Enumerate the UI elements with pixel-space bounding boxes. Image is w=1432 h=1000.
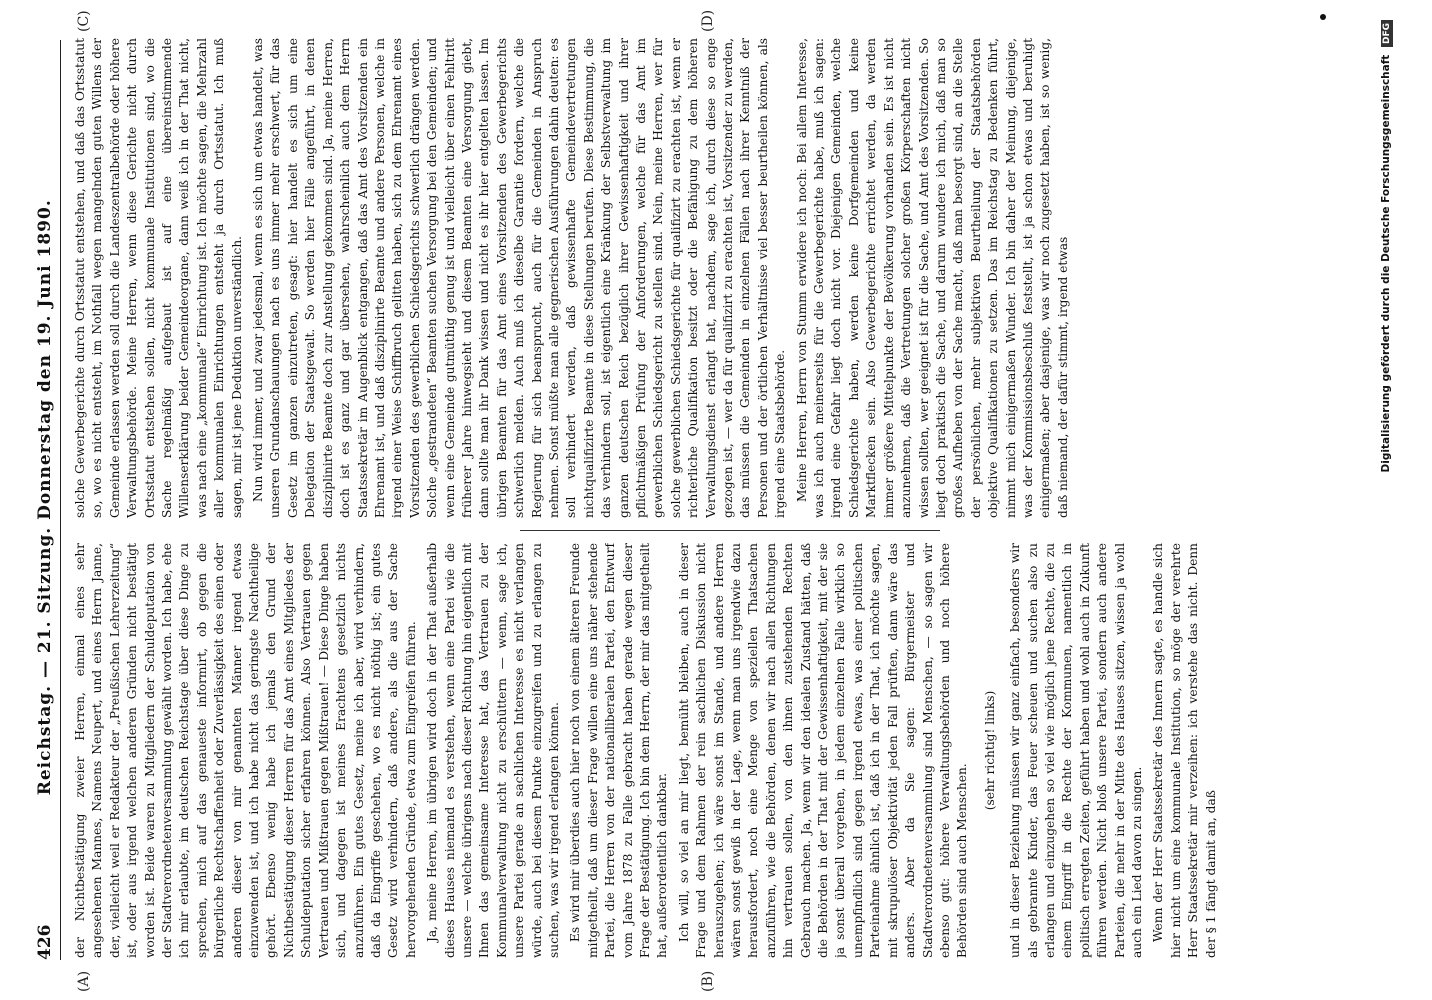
interjection: (sehr richtig! links): [982, 690, 997, 811]
digitization-credit: [1380, 20, 1393, 480]
left-paragraph-1: der Nichtbestätigung zweier Herren, einmal eines sehr angesehenen Mannes, Namens Neupert, und eines Herrn Janne, der, vielleicht weil er Redakteur der „Preußischen Lehrerzeitung“ ist, oder aus irgend welchen anderen Gründen nicht bestätigt worden ist. Beide waren zu Mitgliedern der Schuldeputation von der Stadtverordnetenversammlung gewählt worden. Ich habe, ehe ich mir erlaubte, im deutschen Reichstage über diese Dinge zu sprechen, mich auf das genaueste informirt, ob gegen die bürgerliche Rechtschaffenheit oder Zuverlässigkeit des einen oder anderen dieser von mir genannten Männer irgend etwas einzuwenden ist, und ich habe nicht das geringste Nachtheilige gehört. Ebenso wenig habe ich jemals den Grund der Nichtbestätigung dieser Herren für das Amt eines Mitgliedes der Schuldeputation sicher erfahren können. Also Vertrauen gegen Vertrauen und Mißtrauen gegen Mißtrauen! — Diese Dinge haben sich, und dagegen ist meines Erachtens gesetzlich nichts anzuführen. Ein gutes Gesetz, meine ich aber, wird verhindern, daß da Eingriffe geschehen, wo es nicht nöthig ist; ein gutes Gesetz wird verhindern, daß andere, als die aus der Sache hervorgehenden Gründe, etwa zum Eingreifen führen.: [73, 543, 418, 958]
left-text-column: [72, 543, 1362, 958]
scan-dot-mark: [1320, 14, 1326, 20]
right-paragraph-1: solche Gewerbegerichte durch Ortsstatut entstehen, und daß das Ortsstatut so, wo es nicht entsteht, im Nothfall wegen mangelnden guten Willens der Gemeinde erlassen werden soll durch die Landeszentralbehörde oder höhere Verwaltungsbehörde. Meine Herren, wenn diese Gerichte nicht durch Ortsstatut entstehen sollen, nicht kommunale Institutionen sind, wo die Sache regelmäßig aufgebaut ist auf eine übereinstimmende Willenserklärung beider Gemeindeorgane, dann weiß ich in der That nicht, was nach eine „kommunale“ Einrichtung ist. Ich möchte sagen, die Mehrzahl aller kommunalen Einrichtungen entsteht ja durch Ortsstatut. Ich muß sagen, mir ist jene Deduktion unverständlich.: [73, 38, 244, 518]
margin-mark-c: (C): [76, 10, 92, 32]
right-paragraph-2: Nun wird immer, und zwar jedesmal, wenn es sich um etwas handelt, was unseren Grundanschauungen nach es uns immer mehr erschwert, für das Gesetz im ganzen einzutreten, gesagt: hier handelt es sich um eine Delegation der Staatsgewalt. So werden hier Fälle angeführt, in denen disziplinirte Beamte doch zur Anstellung gekommen sind. Ja, meine Herren, doch ist es ganz und gar übersehen, wahrscheinlich auch dem Herrn Staatssekretär im Augenblick entgangen, daß das Amt des Vorsitzenden ein Ehrenamt ist, und daß disziplinirte Beamte und andere Personen, welche in irgend einer Weise Schiffbruch gelitten haben, sich zu dem Ehrenamt eines Vorsitzenden des gewerblichen Schiedsgerichts schwerlich drängen werden. Solche „gestrandeten“ Beamten suchen Versorgung bei den Gemeinden; und wenn eine Gemeinde gutmüthig genug ist und vielleicht über einen Fehltritt früherer Jahre hinwegsieht und diesem Beamten eine Versorgung giebt, dann sollte man ihr Dank wissen und nicht es ihr hier entgelten lassen. Im übrigen Beamten für das Amt eines Vorsitzenden des Gewerbegerichts schwerlich melden. Auch muß ich dieselbe Garantie fordern, welche die Regierung für sich beansprucht, auch für die Gemeinden in Anspruch nehmen. Sonst müßte man alle gegnerischen Ausführungen dahin deuten: es soll verhindert werden, daß gewissenhafte Gemeindevertretungen nichtqualifizirte Beamte in diese Stellungen berufen. Diese Bestimmung, die das verhindern soll, ist eigentlich eine Kränkung der Selbstverwaltung im ganzen deutschen Reich bezüglich ihrer Gewissenhaftigkeit und ihrer pflichtmäßigen Prüfung der Anforderungen, welche für das Amt im gewerblichen Schiedsgericht zu stellen sind. Nein, meine Herren, wer für solche gewerblichen Schiedsgerichte für qualifizirt zu erachten ist, wenn er richterliche Qualifikation besitzt oder die Befähigung zu dem höheren Verwaltungsdienst erlangt hat, nachdem, sage ich, durch diese so enge gezogen ist, — wer da für qualifizirt zu erachten ist, Vorsitzender zu werden, das müssen die Gemeinden in einzelnen Fällen nach ihrer Kenntniß der Personen und der örtlichen Verhältnisse viel besser beurtheilen können, als irgend eine Staatsbehörde.: [251, 38, 788, 518]
left-paragraph-5: und in dieser Beziehung müssen wir ganz einfach, besonders wir als gebrannte Kinder, das Feuer scheuen und suchen also zu erlangen und einzugehen so viel wie möglich jene Rechte, die zu einem Eingriff in die Rechte der Kommunen, namentlich in politisch erregten Zeiten, geführt haben und wohl auch in Zukunft führen werden. Nicht bloß unsere Partei, sondern auch andere Parteien, die mehr in der Mitte des Hauses sitzen, wissen ja wohl auch ein Lied davon zu singen.: [1008, 543, 1144, 958]
right-paragraph-3: Meine Herren, Herrn von Stumm erwidere ich noch: Bei allem Interesse, was ich auch meinerseits für die Gewerbegerichte habe, muß ich sagen: irgend eine Gefahr liegt doch nicht vor. Diejenigen Gemeinden, welche Schiedsgerichte haben, werden keine Dorfgemeinden und keine Marktflecken sein. Also Gewerbegerichte errichtet werden, da werden immer größere Mittelpunkte der Bevölkerung vorhanden sein. Es ist nicht anzunehmen, daß die Vertretungen solcher großen Körperschaften nicht wissen sollten, wer geeignet ist für die Sache, und Amt des Vorsitzenden. So liegt doch praktisch die Sache, und darum wundere ich mich, daß man so großes Aufheben von der Sache macht, daß man besorgt sind, an die Stelle der persönlichen, mehr subjektiven Beurtheilung der Staatsbehörden objektive Qualifikationen zu setzen. Das im Reichstag zu Bedenken führt, nimmt mich einigermaßen Wunder. Ich bin daher der Meinung, diejenige, was der Kommissionsbeschluß feststellt, ist ja schon etwas und beruhigt einigermaßen; aber dasjenige, was wir noch zugesetzt haben, ist so wenig, daß niemand, der dafür stimmt, irgend etwas: [794, 38, 1070, 518]
left-paragraph-6: Wenn der Herr Staatssekretär des Innern sagte, es handle sich hier nicht um eine kommunale Institution, so möge der verehrte Herr Staatssekretär mir verzeihen: ich verstehe das nicht. Denn der § 1 fängt damit an, daß: [1151, 543, 1218, 958]
right-text-column: [72, 38, 1362, 518]
dfg-logo: DFG: [1381, 20, 1393, 47]
column-divider: [520, 530, 940, 531]
page-number: 426: [35, 924, 55, 960]
left-paragraph-2: Ja, meine Herren, im übrigen wird doch in der That außerhalb dieses Hauses niemand es verstehen, wenn eine Partei wie die unsere — welche übrigens nach dieser Richtung hin eigentlich mit Ihnen das gemeinsame Interesse hat, das Vertrauen zu der Kommunalverwaltung nicht zu erschüttern — wenn, sage ich, unsere Partei gerade an sachlichen Interesse es nicht verlangen würde, auch bei diesem Punkte einzugreifen und zu erlangen zu suchen, was wir irgend erlangen können.: [425, 543, 561, 958]
margin-mark-b: (B): [700, 970, 716, 992]
margin-mark-a: (A): [76, 970, 92, 992]
credit-text: Digitalisierung gefördert durch die Deutsche Forschungsgemeinschaft: [1380, 54, 1392, 473]
page-title: Reichstag. — 21. Sitzung. Donnerstag den 19. Juni 1890.: [35, 199, 55, 796]
page-header: [30, 40, 61, 960]
left-paragraph-3: Es wird mir überdies auch hier noch von einem älteren Freunde mitgetheilt, daß um dieser Frage willen eine uns näher stehende Partei, die Herren von der nationalliberalen Partei, den Entwurf vom Jahre 1878 zu Falle gebracht haben gerade wegen dieser Frage der Bestätigung. Ich bin dem Herrn, der mir das mitgetheilt hat, außerordentlich dankbar.: [568, 543, 670, 958]
left-paragraph-4: Ich will, so viel an mir liegt, bemüht bleiben, auch in dieser Frage und dem Rahmen der rein sachlichen Diskussion nicht herauszugehen; ich wäre sonst im Stande, und andere Herren wären sonst gewiß in der Lage, wenn man uns irgendwie dazu herausfordert, noch eine Menge von speziellen Thatsachen anzuführen, wie die Behörden, denen wir nach allen Richtungen hin vertrauen sollen, von den ihnen zustehenden Rechten Gebrauch machen. Ja, wenn wir den idealen Zustand hätten, daß die Behörden in der That mit der Gewissenhaftigkeit, mit der sie ja sonst überall vorgehen, in jedem einzelnen Falle wirklich so unempfindlich sind gegen irgend etwas, was einer politischen Parteinahme ähnlich ist, daß ich in der That, ich möchte sagen, mit skrupulöser Objektivität jeden Fall prüften, dann wäre das anders. Aber da Sie sagen: Bürgermeister und Stadtverordnetenversammlung sind Menschen, — so sagen wir ebenso gut: höhere Verwaltungsbehörden und noch höhere Behörden sind auch Menschen.: [676, 543, 970, 958]
margin-mark-d: (D): [700, 9, 716, 32]
